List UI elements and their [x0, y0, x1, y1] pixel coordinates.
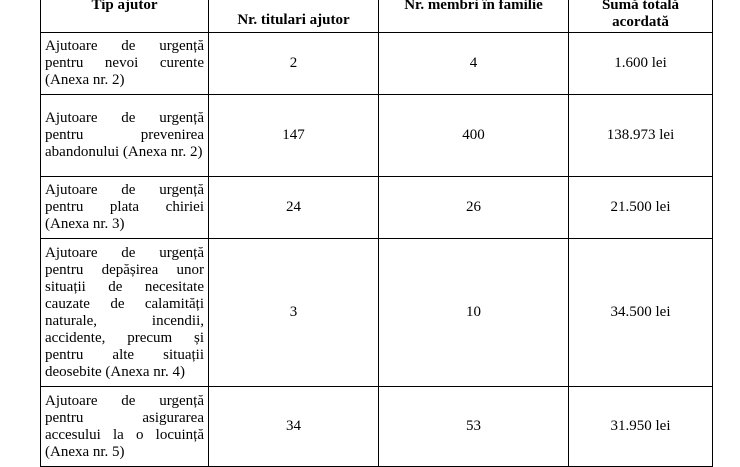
table-body — [41, 33, 713, 467]
table-row — [41, 177, 713, 239]
cell-tip-ajutor: Ajutoare de urgență pentru nevoi curente (Anexa nr. 2) — [41, 33, 209, 95]
cell-tip-ajutor: Ajutoare de urgență pentru prevenirea abandonului (Anexa nr. 2) — [41, 95, 209, 177]
cell-suma: 21.500 lei — [569, 177, 713, 239]
cell-suma: 1.600 lei — [569, 33, 713, 95]
header-nr-titulari: Nr. titulari ajutor — [209, 0, 379, 33]
header-suma-totala: Sumă totală acordată — [569, 0, 713, 33]
cell-tip-ajutor: Ajutoare de urgență pentru plata chiriei (Anexa nr. 3) — [41, 177, 209, 239]
table-row — [41, 95, 713, 177]
cell-nr-membri: 53 — [379, 387, 569, 467]
cell-nr-titulari: 34 — [209, 387, 379, 467]
table-row — [41, 239, 713, 387]
aid-table — [40, 0, 713, 467]
cell-tip-ajutor: Ajutoare de urgență pentru asigurarea accesului la o locuință (Anexa nr. 5) — [41, 387, 209, 467]
cell-nr-titulari: 24 — [209, 177, 379, 239]
header-tip-ajutor: Tip ajutor — [41, 0, 209, 33]
cell-nr-membri: 26 — [379, 177, 569, 239]
table-header — [41, 0, 713, 33]
cell-suma: 31.950 lei — [569, 387, 713, 467]
cell-nr-titulari: 2 — [209, 33, 379, 95]
cell-nr-membri: 400 — [379, 95, 569, 177]
header-row — [41, 0, 713, 33]
cell-tip-ajutor: Ajutoare de urgență pentru depășirea unor situații de necesitate cauzate de calamități naturale, incendii, accidente, precum și pentru alte situații deosebite (Anexa nr. 4) — [41, 239, 209, 387]
cell-nr-membri: 10 — [379, 239, 569, 387]
cell-suma: 138.973 lei — [569, 95, 713, 177]
cell-nr-membri: 4 — [379, 33, 569, 95]
header-nr-membri: Nr. membri în familie — [379, 0, 569, 33]
cell-suma: 34.500 lei — [569, 239, 713, 387]
table-row — [41, 33, 713, 95]
table-row — [41, 387, 713, 467]
cell-nr-titulari: 3 — [209, 239, 379, 387]
cell-nr-titulari: 147 — [209, 95, 379, 177]
